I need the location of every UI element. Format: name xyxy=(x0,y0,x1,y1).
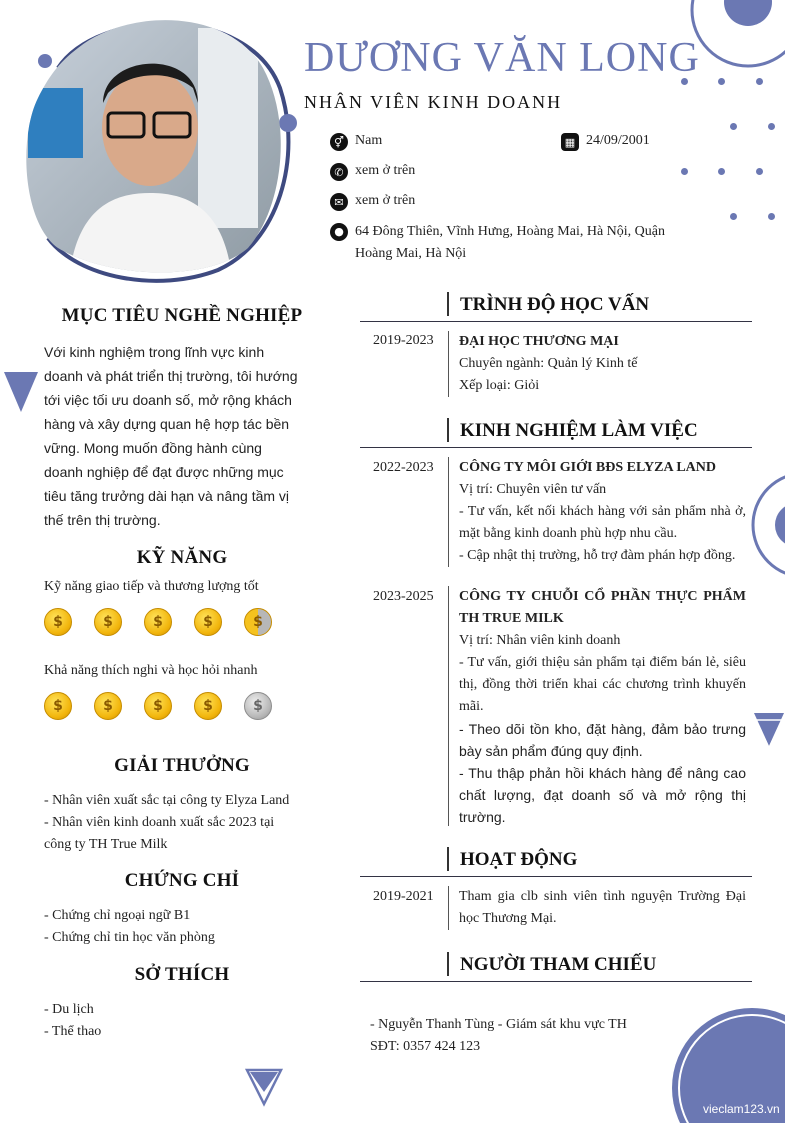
job-2-duty: - Tư vấn, giới thiệu sản phẩm tại điểm bán lẻ, siêu thị, đồng thời triển khai các chương trình khuyến mãi. xyxy=(459,655,746,714)
objective-line: doanh và phát triển thị trường, tôi hướng xyxy=(44,368,298,384)
watermark: vieclam123.vn xyxy=(703,1102,780,1116)
objective-text xyxy=(44,340,310,532)
education-entry xyxy=(459,331,746,397)
reference-person: - Nguyễn Thanh Tùng - Giám sát khu vực TH xyxy=(370,1017,627,1032)
skill-1-rating xyxy=(44,608,272,636)
hobby-item: - Thể thao xyxy=(44,1024,102,1039)
awards-title: GIẢI THƯỞNG xyxy=(114,755,250,776)
grade: Xếp loại: Giỏi xyxy=(459,378,540,393)
dollar-coin-icon: $ xyxy=(94,608,122,636)
avatar xyxy=(18,8,303,290)
job-1-company: CÔNG TY MÔI GIỚI BĐS ELYZA LAND xyxy=(459,460,716,475)
objective-title: MỤC TIÊU NGHỀ NGHIỆP xyxy=(61,305,303,326)
job-1-duty: - Cập nhật thị trường, hỗ trợ đàm phán hợp đồng. xyxy=(459,548,736,563)
phone-icon: ✆ xyxy=(330,163,348,181)
job-1-year: 2022-2023 xyxy=(373,460,434,475)
skill-2-rating xyxy=(44,692,272,720)
job-1-duty: - Tư vấn, kết nối khách hàng với sản phẩm nhà ở, mặt bằng kinh doanh phù hợp nhu cầu. xyxy=(459,504,746,541)
calendar-icon: ▦ xyxy=(561,133,579,151)
phone-row xyxy=(330,163,415,181)
objective-line: tiêu tăng trưởng dài hạn và nâng tầm vị xyxy=(44,488,290,504)
email-icon: ✉ xyxy=(330,193,348,211)
candidate-name: DƯƠNG VĂN LONG xyxy=(304,35,700,81)
birthday-row xyxy=(561,133,650,151)
objective-line: hàng và xây dựng quan hệ hợp tác bền xyxy=(44,416,290,432)
awards-list xyxy=(44,790,310,856)
hobbies-list xyxy=(44,999,101,1043)
school-name: ĐẠI HỌC THƯƠNG MẠI xyxy=(459,334,619,349)
major: Chuyên ngành: Quản lý Kinh tế xyxy=(459,356,638,371)
award-item: - Nhân viên xuất sắc tại công ty Elyza Land xyxy=(44,793,290,808)
certificate-item: - Chứng chỉ tin học văn phòng xyxy=(44,930,215,945)
dollar-coin-icon: $ xyxy=(144,692,172,720)
job-title: NHÂN VIÊN KINH DOANH xyxy=(304,92,563,112)
hobby-item: - Du lịch xyxy=(44,1002,94,1017)
objective-line: vững. Mong muốn đồng hành cùng xyxy=(44,440,262,456)
hobbies-title: SỞ THÍCH xyxy=(134,964,230,985)
location-icon: ● xyxy=(330,223,348,241)
dollar-coin-icon: $ xyxy=(244,608,272,636)
job-2-duty: - Thu thập phản hồi khách hàng để nâng cao chất lượng, đạt doanh số và mở rộng thị trường. xyxy=(459,765,746,825)
education-year: 2019-2023 xyxy=(373,333,434,348)
dollar-coin-icon: $ xyxy=(44,608,72,636)
certificate-item: - Chứng chỉ ngoại ngữ B1 xyxy=(44,908,191,923)
job-2-duty: - Theo dõi tồn kho, đặt hàng, đảm bảo trưng bày sản phẩm đúng quy định. xyxy=(459,721,746,759)
job-1-entry xyxy=(459,457,746,567)
dollar-coin-icon: $ xyxy=(44,692,72,720)
skill-1-name: Kỹ năng giao tiếp và thương lượng tốt xyxy=(44,579,259,594)
phone-value: xem ở trên xyxy=(355,163,416,178)
reference-entry xyxy=(370,1014,627,1058)
objective-line: Với kinh nghiệm trong lĩnh vực kinh xyxy=(44,344,265,360)
job-2-entry xyxy=(459,586,746,828)
education-title: TRÌNH ĐỘ HỌC VẤN xyxy=(460,294,650,315)
job-2-position: Vị trí: Nhân viên kinh doanh xyxy=(459,633,621,648)
job-1-position: Vị trí: Chuyên viên tư vấn xyxy=(459,482,607,497)
dollar-coin-icon: $ xyxy=(194,608,222,636)
address-line-2: Hoàng Mai, Hà Nội xyxy=(355,246,467,261)
certificates-list xyxy=(44,905,215,949)
references-title: NGƯỜI THAM CHIẾU xyxy=(460,954,657,975)
birthday-value: 24/09/2001 xyxy=(586,133,650,148)
gender-icon: ⚥ xyxy=(330,133,348,151)
job-2-year: 2023-2025 xyxy=(373,589,434,604)
activity-text: Tham gia clb sinh viên tình nguyện Trường Đại học Thương Mại. xyxy=(459,889,746,926)
objective-line: thế trên thị trường. xyxy=(44,512,161,528)
award-item: - Nhân viên kinh doanh xuất sắc 2023 tại xyxy=(44,815,275,830)
activities-title: HOẠT ĐỘNG xyxy=(460,849,578,870)
email-row xyxy=(330,193,415,211)
address-line-1: 64 Đông Thiên, Vĩnh Hưng, Hoàng Mai, Hà Nội, Quận xyxy=(355,224,665,239)
reference-phone: SĐT: 0357 424 123 xyxy=(370,1039,481,1054)
skills-title: KỸ NĂNG xyxy=(136,547,228,568)
activity-year: 2019-2021 xyxy=(373,889,434,904)
dollar-coin-icon: $ xyxy=(144,608,172,636)
dollar-coin-icon: $ xyxy=(94,692,122,720)
dollar-coin-icon: $ xyxy=(194,692,222,720)
certificates-title: CHỨNG CHỈ xyxy=(124,870,240,891)
gender-value: Nam xyxy=(355,133,383,148)
dollar-coin-icon: $ xyxy=(244,692,272,720)
address-row xyxy=(330,221,665,265)
experience-title: KINH NGHIỆM LÀM VIỆC xyxy=(460,420,698,441)
job-2-company: CÔNG TY CHUỖI CỔ PHẦN THỰC PHẨM TH TRUE MILK xyxy=(459,589,746,626)
email-value: xem ở trên xyxy=(355,193,416,208)
award-item: công ty TH True Milk xyxy=(44,837,168,852)
objective-line: tới việc tối ưu doanh số, mở rộng khách xyxy=(44,392,292,408)
objective-line: doanh nghiệp để đạt được những mục xyxy=(44,464,284,480)
gender-row xyxy=(330,133,382,151)
skill-2-name: Khả năng thích nghi và học hỏi nhanh xyxy=(44,663,258,678)
